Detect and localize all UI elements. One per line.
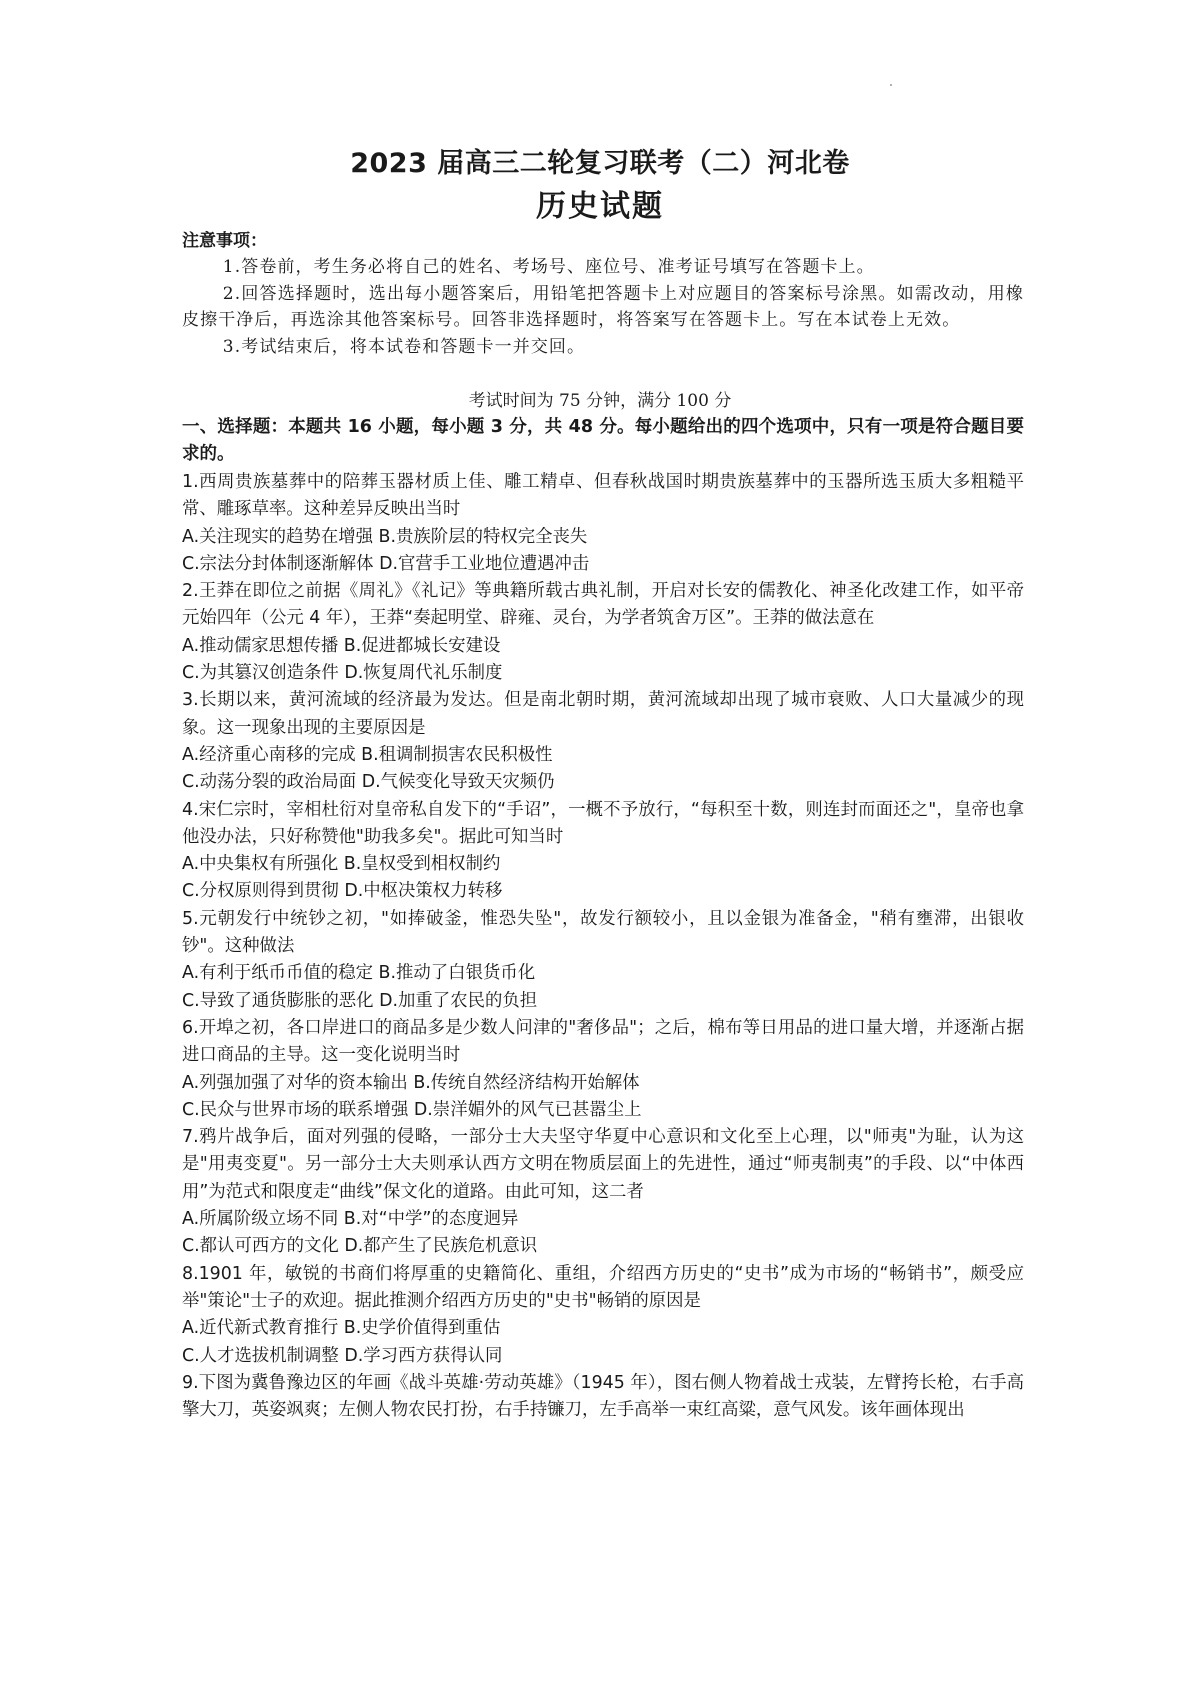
question-options: A.经济重心南移的完成 B.租调制损害农民积极性: [182, 744, 553, 765]
question: [182, 578, 1024, 687]
question: [182, 1370, 1024, 1425]
question-stem: 7.鸦片战争后，面对列强的侵略，一部分士大夫坚守华夏中心意识和文化至上心理，以"师夷"为耻，认为这是"用夷变夏"。另一部分士大夫则承认西方文明在物质层面上的先进性，通过“师夷制夷”的手段、以“中体西用”为范式和限度走“曲线”保文化的道路。由此可知，这二者: [182, 1127, 1024, 1202]
question-options: C.宗法分封体制逐渐解体 D.官营手工业地位遭遇冲击: [182, 553, 590, 574]
question-stem: 2.王莽在即位之前据《周礼》《礼记》等典籍所载古典礼制，开启对长安的儒教化、神圣化改建工作，如平帝元始四年（公元 4 年），王莽“奏起明堂、辟雍、灵台，为学者筑舍万区”。王莽的做法意在: [182, 581, 1024, 629]
question-stem: 3.长期以来，黄河流域的经济最为发达。但是南北朝时期，黄河流域却出现了城市衰败、人口大量减少的现象。这一现象出现的主要原因是: [182, 690, 1024, 738]
note-item: 2.回答选择题时，选出每小题答案后，用铅笔把答题卡上对应题目的答案标号涂黑。如需改动，用橡皮擦干净后，再选涂其他答案标号。回答非选择题时，将答案写在答题卡上。写在本试卷上无效。: [182, 283, 1024, 330]
notes-list: [182, 254, 1024, 360]
question-stem: 5.元朝发行中统钞之初，"如捧破釜，惟恐失坠"，故发行额较小，且以金银为准备金，"稍有壅滞，出银收钞"。这种做法: [182, 908, 1024, 957]
question: [182, 687, 1024, 796]
note-item: 1.答卷前，考生务必将自己的姓名、考场号、座位号、准考证号填写在答题卡上。: [222, 257, 875, 277]
question-stem: 6.开埠之初，各口岸进口的商品多是少数人问津的"奢侈品"；之后，棉布等日用品的进口量大增，并逐渐占据进口商品的主导。这一变化说明当时: [182, 1017, 1024, 1066]
question: [182, 469, 1024, 578]
question-stem: 4.宋仁宗时，宰相杜衍对皇帝私自发下的“手诏”，一概不予放行，“每积至十数，则连封而面还之"，皇帝也拿他没办法，只好称赞他"助我多矣"。据此可知当时: [182, 799, 1024, 847]
question: [182, 906, 1024, 1015]
note-item: 3.考试结束后，将本试卷和答题卡一并交回。: [222, 336, 586, 357]
question-options: A.关注现实的趋势在增强 B.贵族阶层的特权完全丧失: [182, 526, 588, 547]
question-options: C.动荡分裂的政治局面 D.气候变化导致天灾频仍: [182, 772, 555, 793]
question-stem: 8.1901 年，敏锐的书商们将厚重的史籍简化、重组，介绍西方历史的“史书”成为市场的“畅销书”，颇受应举"策论"士子的欢迎。据此推测介绍西方历史的"史书"畅销的原因是: [182, 1263, 1024, 1311]
question-options: C.导致了通货膨胀的恶化 D.加重了农民的负担: [182, 990, 538, 1011]
question-options: A.列强加强了对华的资本输出 B.传统自然经济结构开始解体: [182, 1072, 640, 1093]
question-stem: 9.下图为冀鲁豫边区的年画《战斗英雄·劳动英雄》（1945 年），图右侧人物着战士戎装，左臂挎长枪，右手高擎大刀，英姿飒爽；左侧人物农民打扮，右手持镰刀，左手高举一束红高粱，意气风发。该年画体现出: [182, 1372, 1024, 1421]
question-options: A.所属阶级立场不同 B.对“中学”的态度迥异: [182, 1209, 519, 1230]
question: [182, 797, 1024, 906]
question-options: A.中央集权有所强化 B.皇权受到相权制约: [182, 854, 501, 875]
scan-speck: [890, 84, 892, 86]
question-options: A.近代新式教育推行 B.史学价值得到重估: [182, 1318, 501, 1339]
question-options: C.民众与世界市场的联系增强 D.崇洋媚外的风气已甚嚣尘上: [182, 1099, 642, 1120]
section-heading: 一、选择题：本题共 16 小题，每小题 3 分，共 48 分。每小题给出的四个选项中，只有一项是符合题目要求的。: [182, 417, 1024, 464]
question: [182, 1124, 1024, 1260]
question-options: C.都认可西方的文化 D.都产生了民族危机意识: [182, 1236, 538, 1257]
exam-title: 2023 届高三二轮复习联考（二）河北卷: [350, 148, 850, 179]
question-options: C.人才选拔机制调整 D.学习西方获得认同: [182, 1345, 503, 1366]
notes-heading: 注意事项：: [182, 231, 267, 251]
exam-subtitle: 历史试题: [536, 189, 664, 224]
question-options: A.有利于纸币币值的稳定 B.推动了白银货币化: [182, 963, 536, 984]
question-stem: 1.西周贵族墓葬中的陪葬玉器材质上佳、雕工精卓、但春秋战国时期贵族墓葬中的玉器所选玉质大多粗糙平常、雕琢草率。这种差异反映出当时: [182, 472, 1024, 520]
question: [182, 1015, 1024, 1124]
question-options: A.推动儒家思想传播 B.促进都城长安建设: [182, 635, 501, 656]
question-list: [182, 469, 1024, 1424]
exam-time: 考试时间为 75 分钟，满分 100 分: [468, 391, 732, 411]
question-options: C.分权原则得到贯彻 D.中枢决策权力转移: [182, 881, 503, 902]
question: [182, 1261, 1024, 1370]
question-options: C.为其篡汉创造条件 D.恢复周代礼乐制度: [182, 663, 503, 684]
